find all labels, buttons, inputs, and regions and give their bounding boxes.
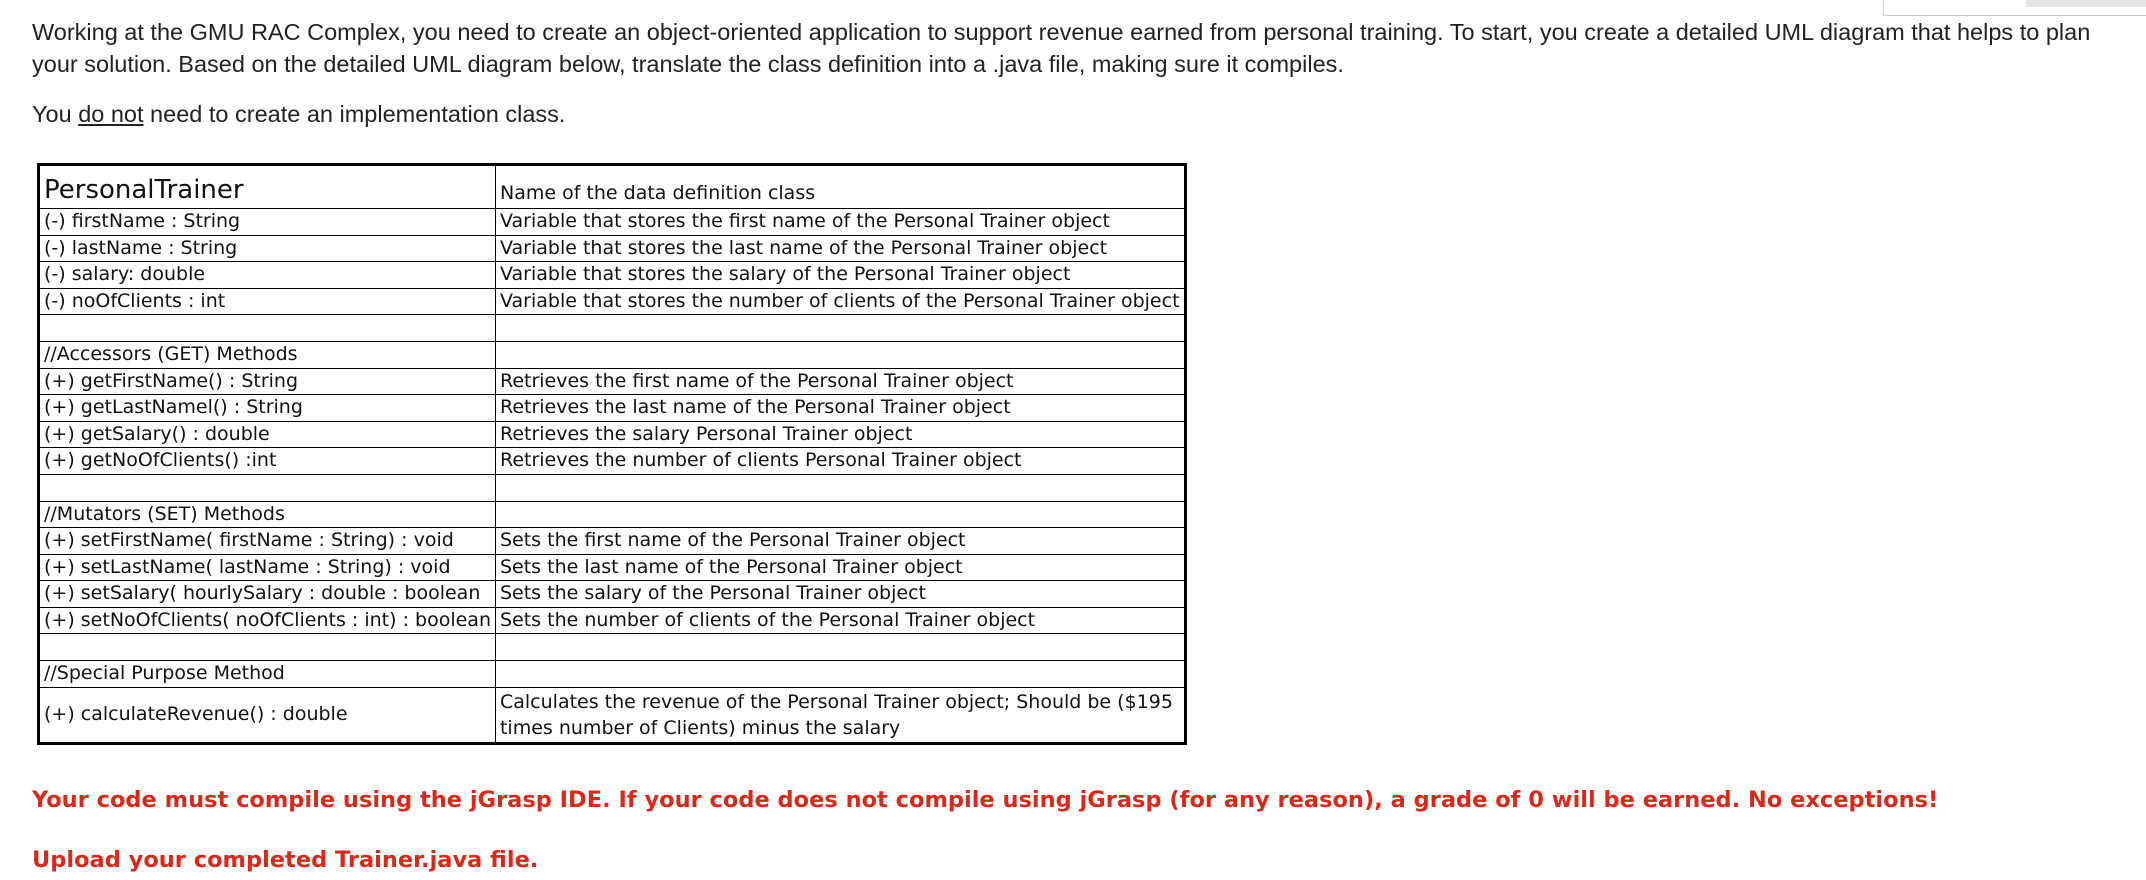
top-right-panel-edge xyxy=(1883,0,2146,16)
compile-warning: Your code must compile using the jGrasp IDE. If your code does not compile using jGrasp (for any reason), a grade of 0 will be earned. No exceptions! xyxy=(32,787,1939,813)
uml-section-row xyxy=(39,661,1186,688)
uml-row xyxy=(39,288,1186,315)
uml-description xyxy=(495,634,1185,661)
uml-row xyxy=(39,528,1186,555)
uml-member: (+) setSalary( hourlySalary : double : boolean xyxy=(39,581,496,608)
uml-title-row xyxy=(39,165,1186,209)
uml-description: Retrieves the number of clients Personal Trainer object xyxy=(495,448,1185,475)
assignment-intro: Working at the GMU RAC Complex, you need to create an object-oriented application to support revenue earned from personal training. To start, you create a detailed UML diagram that helps to plan your solution. Based on the detailed UML diagram below, translate the class definition into a .java file, making sure it compiles. xyxy=(32,19,2091,77)
note-after: need to create an implementation class. xyxy=(143,101,566,127)
uml-row xyxy=(39,687,1186,743)
uml-member: (+) getSalary() : double xyxy=(39,421,496,448)
uml-description: Calculates the revenue of the Personal Trainer object; Should be ($195 times number of Clients) minus the salary xyxy=(495,687,1185,743)
uml-description: Retrieves the first name of the Personal Trainer object xyxy=(495,368,1185,395)
uml-row xyxy=(39,448,1186,475)
uml-description: Variable that stores the salary of the Personal Trainer object xyxy=(495,262,1185,289)
uml-row xyxy=(39,209,1186,236)
uml-section-row xyxy=(39,501,1186,528)
uml-description: Retrieves the salary Personal Trainer object xyxy=(495,421,1185,448)
uml-member: (+) setFirstName( firstName : String) : void xyxy=(39,528,496,555)
uml-row xyxy=(39,368,1186,395)
uml-description: Retrieves the last name of the Personal Trainer object xyxy=(495,395,1185,422)
uml-member xyxy=(39,634,496,661)
uml-member: (+) calculateRevenue() : double xyxy=(39,687,496,743)
uml-member: (+) setLastName( lastName : String) : void xyxy=(39,554,496,581)
uml-description: Variable that stores the number of clients of the Personal Trainer object xyxy=(495,288,1185,315)
uml-section-heading: //Mutators (SET) Methods xyxy=(39,501,496,528)
uml-section-heading: //Accessors (GET) Methods xyxy=(39,342,496,369)
uml-member: (-) firstName : String xyxy=(39,209,496,236)
upload-instruction: Upload your completed Trainer.java file. xyxy=(32,847,539,873)
uml-description xyxy=(495,661,1185,688)
uml-description xyxy=(495,315,1185,342)
uml-member: (-) lastName : String xyxy=(39,235,496,262)
uml-description: Sets the last name of the Personal Trainer object xyxy=(495,554,1185,581)
uml-member xyxy=(39,474,496,501)
uml-section-row xyxy=(39,342,1186,369)
uml-description: Sets the first name of the Personal Trainer object xyxy=(495,528,1185,555)
uml-member: (+) getLastNamel() : String xyxy=(39,395,496,422)
panel-scroll-area xyxy=(2026,0,2146,7)
note-before: You xyxy=(32,101,79,127)
uml-description: Sets the salary of the Personal Trainer object xyxy=(495,581,1185,608)
uml-member: (-) salary: double xyxy=(39,262,496,289)
uml-row xyxy=(39,581,1186,608)
uml-row xyxy=(39,235,1186,262)
uml-description xyxy=(495,342,1185,369)
uml-row xyxy=(39,421,1186,448)
uml-description: Sets the number of clients of the Personal Trainer object xyxy=(495,607,1185,634)
uml-description: Variable that stores the last name of the Personal Trainer object xyxy=(495,235,1185,262)
uml-member: (-) noOfClients : int xyxy=(39,288,496,315)
uml-section-heading: //Special Purpose Method xyxy=(39,661,496,688)
uml-row xyxy=(39,262,1186,289)
uml-member: (+) getFirstName() : String xyxy=(39,368,496,395)
uml-description: Variable that stores the first name of the Personal Trainer object xyxy=(495,209,1185,236)
uml-class-name: PersonalTrainer xyxy=(39,165,496,209)
uml-spacer-row xyxy=(39,634,1186,661)
uml-row xyxy=(39,607,1186,634)
uml-class-description: Name of the data definition class xyxy=(495,165,1185,209)
uml-spacer-row xyxy=(39,474,1186,501)
uml-spacer-row xyxy=(39,315,1186,342)
note-underlined: do not xyxy=(78,101,144,127)
uml-member: (+) getNoOfClients() :int xyxy=(39,448,496,475)
implementation-note xyxy=(32,98,565,130)
uml-description xyxy=(495,474,1185,501)
uml-member xyxy=(39,315,496,342)
uml-description xyxy=(495,501,1185,528)
uml-row xyxy=(39,395,1186,422)
uml-class-table xyxy=(37,163,1187,745)
uml-member: (+) setNoOfClients( noOfClients : int) : boolean xyxy=(39,607,496,634)
uml-row xyxy=(39,554,1186,581)
